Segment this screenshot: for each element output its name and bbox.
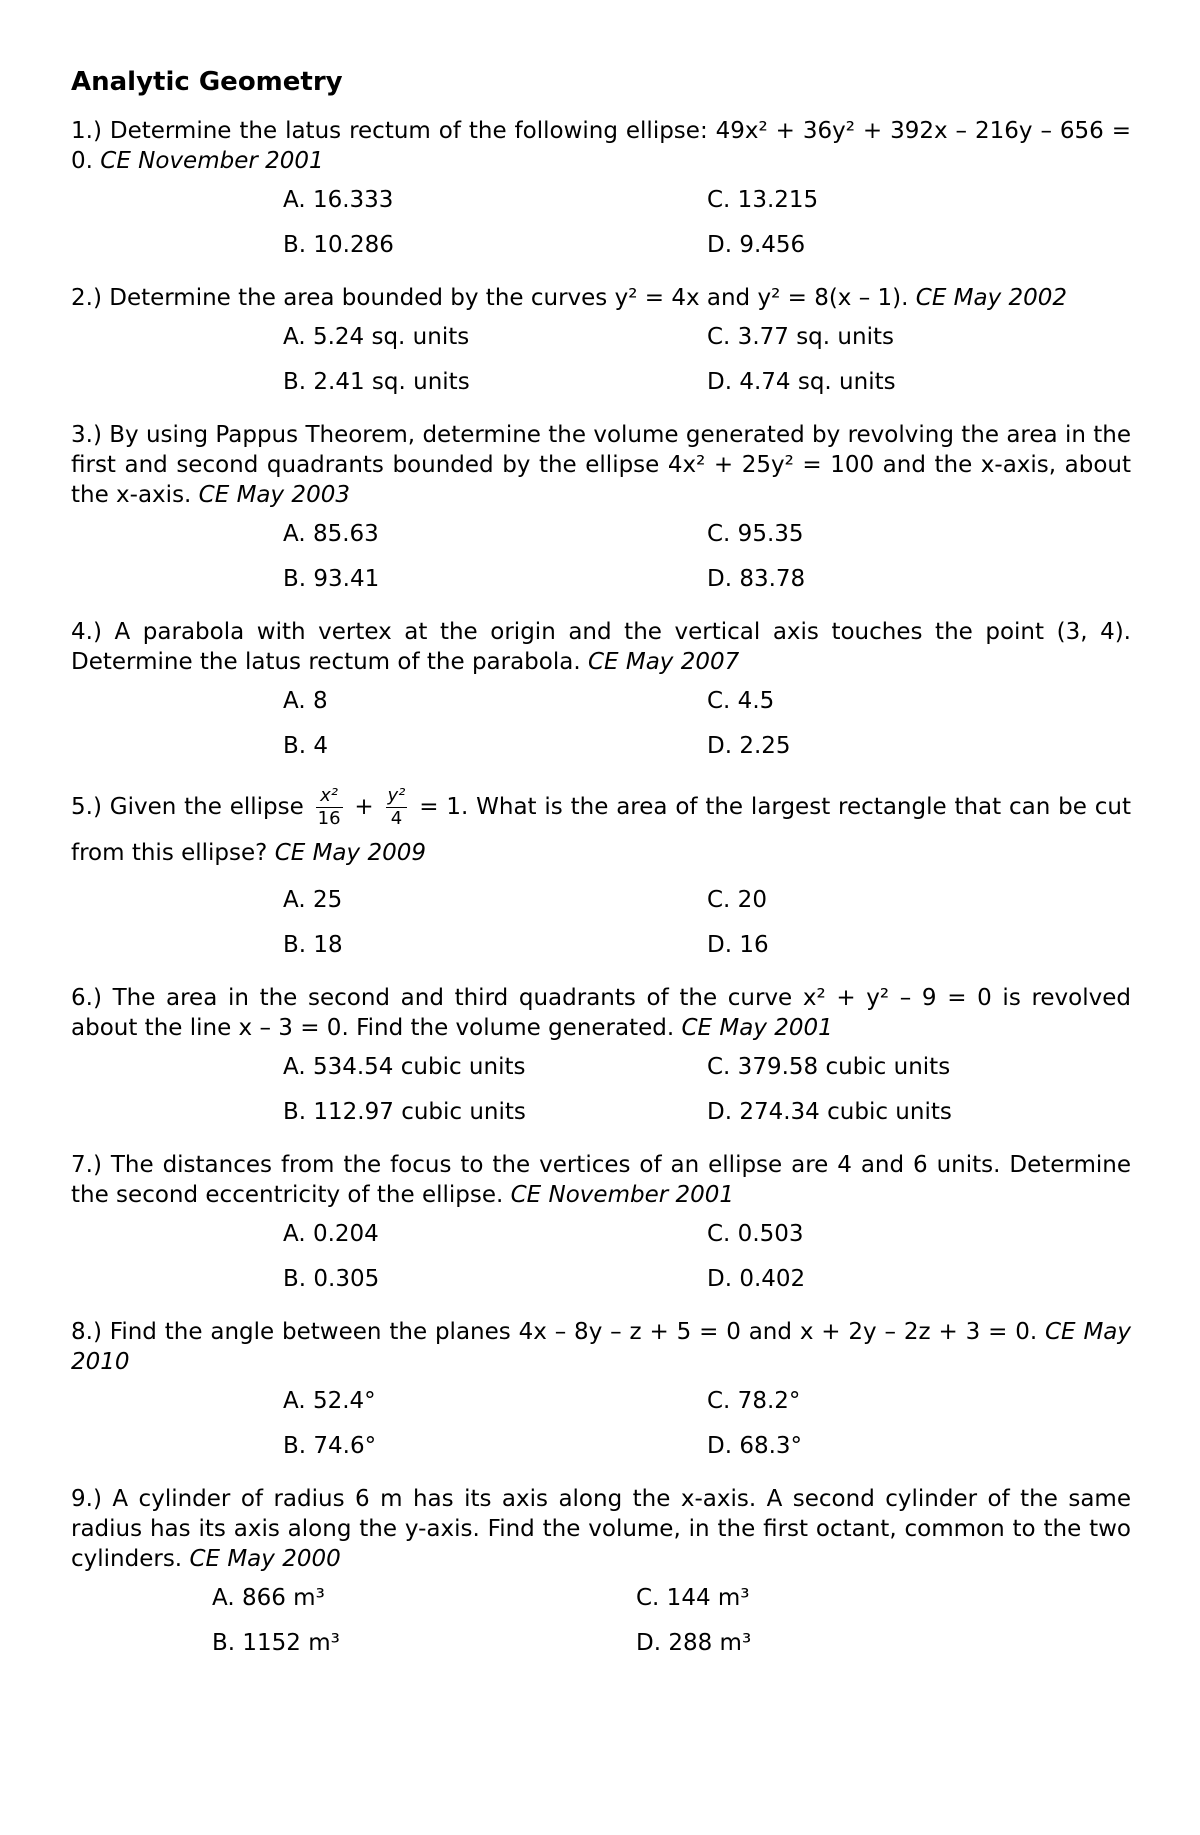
choice-a: A. 16.333: [283, 187, 394, 213]
choice-c: C. 95.35: [707, 521, 804, 547]
question-source: CE May 2001: [681, 1015, 833, 1041]
choice-a: A. 85.63: [283, 521, 379, 547]
choice-d: D. 2.25: [707, 733, 791, 759]
choice-list: [71, 1386, 1131, 1476]
question-source: CE May 2000: [189, 1546, 341, 1572]
question-5: [71, 784, 1131, 975]
question-6: [71, 983, 1131, 1142]
choice-d: D. 83.78: [707, 566, 806, 592]
choice-a: A. 5.24 sq. units: [283, 324, 470, 350]
question-4: [71, 617, 1131, 776]
question-7: [71, 1150, 1131, 1309]
question-1: [71, 116, 1131, 275]
choice-list: [71, 885, 1131, 975]
choice-a: A. 52.4°: [283, 1388, 376, 1414]
question-source: CE November 2001: [510, 1182, 735, 1208]
question-9: [71, 1484, 1131, 1673]
question-text-before: 5.) Given the ellipse: [71, 794, 304, 820]
question-text: 1.) Determine the latus rectum of the following ellipse: 49x² + 36y² + 392x – 216y – 656 = 0.: [71, 118, 1131, 174]
choice-d: D. 0.402: [707, 1266, 806, 1292]
question-source: CE May 2007: [587, 649, 740, 675]
choice-list: [71, 1219, 1131, 1309]
choice-b: B. 1152 m³: [212, 1630, 340, 1656]
fraction-x-squared-over-16: [316, 785, 343, 830]
fraction-y-squared-over-4: [386, 785, 408, 830]
choice-c: C. 20: [707, 887, 767, 913]
choice-list: [71, 519, 1131, 609]
question-text: 2.) Determine the area bounded by the curves y² = 4x and y² = 8(x – 1).: [71, 285, 916, 311]
choice-c: C. 144 m³: [636, 1585, 750, 1611]
choice-d: D. 288 m³: [636, 1630, 752, 1656]
choice-b: B. 0.305: [283, 1266, 380, 1292]
document-page: [71, 66, 1131, 1681]
choice-c: C. 379.58 cubic units: [707, 1054, 951, 1080]
question-text: 6.) The area in the second and third quadrants of the curve x² + y² – 9 = 0 is revolved about the line x – 3 = 0. Find the volume generated.: [71, 985, 1131, 1041]
choice-d: D. 16: [707, 932, 769, 958]
choice-b: B. 4: [283, 733, 329, 759]
choice-list: [71, 1052, 1131, 1142]
choice-d: D. 4.74 sq. units: [707, 369, 896, 395]
question-2: [71, 283, 1131, 412]
choice-list: [71, 1583, 1131, 1673]
question-3: [71, 420, 1131, 609]
choice-a: A. 8: [283, 688, 328, 714]
question-text: 4.) A parabola with vertex at the origin and the vertical axis touches the point (3, 4). Determine the latus rectum of the parabola.: [71, 619, 1131, 675]
question-text: 9.) A cylinder of radius 6 m has its axis along the x-axis. A second cylinder of the same radius has its axis along the y-axis. Find the volume, in the first octant, common to the two cylinders.: [71, 1486, 1131, 1572]
fraction-denominator: 16: [317, 808, 341, 829]
choice-list: [71, 322, 1131, 412]
choice-b: B. 10.286: [283, 232, 394, 258]
question-text: 3.) By using Pappus Theorem, determine the volume generated by revolving the area in the first and second quadrants bounded by the ellipse 4x² + 25y² = 100 and the x-axis, about the x-axis.: [71, 422, 1131, 508]
question-8: [71, 1317, 1131, 1476]
choice-b: B. 18: [283, 932, 343, 958]
fraction-numerator: y²: [387, 785, 406, 806]
choice-c: C. 13.215: [707, 187, 819, 213]
fraction-numerator: x²: [316, 785, 343, 808]
choice-b: B. 74.6°: [283, 1433, 377, 1459]
page-title: Analytic Geometry: [71, 67, 343, 97]
choice-d: D. 68.3°: [707, 1433, 803, 1459]
question-text: 8.) Find the angle between the planes 4x – 8y – z + 5 = 0 and x + 2y – 2z + 3 = 0.: [71, 1319, 1045, 1345]
question-source: CE May 2010: [71, 1319, 1131, 1375]
choice-c: C. 3.77 sq. units: [707, 324, 894, 350]
question-text-after: = 1. What is the area of the largest rectangle that can be cut from this ellipse?: [71, 794, 1132, 866]
choice-b: B. 112.97 cubic units: [283, 1099, 526, 1125]
choice-c: C. 0.503: [707, 1221, 804, 1247]
choice-b: B. 93.41: [283, 566, 380, 592]
choice-a: A. 0.204: [283, 1221, 379, 1247]
choice-d: D. 274.34 cubic units: [707, 1099, 952, 1125]
question-source: CE May 2003: [198, 482, 350, 508]
choice-b: B. 2.41 sq. units: [283, 369, 470, 395]
plus-sign: +: [354, 794, 374, 820]
choice-a: A. 534.54 cubic units: [283, 1054, 526, 1080]
choice-c: C. 78.2°: [707, 1388, 801, 1414]
choice-d: D. 9.456: [707, 232, 806, 258]
fraction-denominator: 4: [390, 808, 403, 829]
question-text: 7.) The distances from the focus to the vertices of an ellipse are 4 and 6 units. Determine the second eccentricity of the ellipse.: [71, 1152, 1131, 1208]
choice-list: [71, 185, 1131, 275]
question-source: CE November 2001: [100, 148, 324, 174]
choice-c: C. 4.5: [707, 688, 775, 714]
choice-list: [71, 686, 1131, 776]
choice-a: A. 866 m³: [212, 1585, 325, 1611]
question-source: CE May 2009: [274, 840, 426, 866]
choice-a: A. 25: [283, 887, 343, 913]
question-source: CE May 2002: [915, 285, 1068, 311]
